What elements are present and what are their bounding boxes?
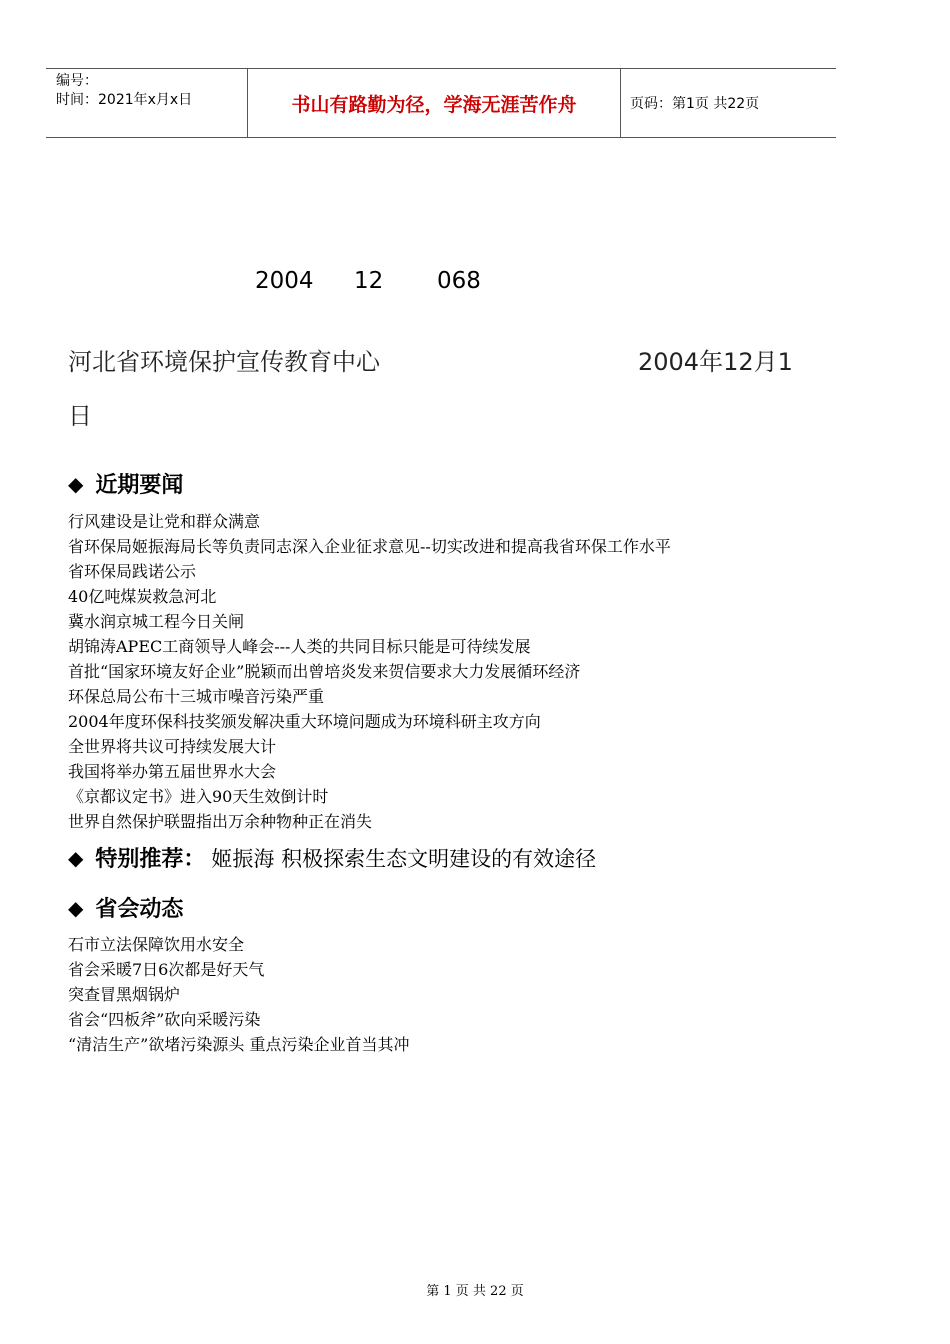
section-title: 省会动态 (95, 897, 184, 922)
number-label: 编号： (56, 73, 98, 89)
diamond-icon: ◆ (68, 845, 84, 870)
issue-year: 2004 (255, 268, 314, 294)
list-item[interactable]: 首批“国家环境友好企业”脱颖而出曾培炎发来贺信要求大力发展循环经济 (68, 662, 581, 681)
recent-news-list (68, 509, 671, 834)
motto-text: 书山有路勤为径，学海无涯苦作舟 (291, 93, 577, 116)
document-header (46, 68, 836, 138)
diamond-icon: ◆ (68, 895, 84, 920)
header-page-info: 页码：第1页 共22页 (630, 96, 760, 112)
time-label: 时间：2021年x月x日 (56, 92, 193, 108)
issue-month: 12 (354, 268, 384, 294)
section-title: 近期要闻 (95, 473, 184, 498)
list-item[interactable]: 我国将举办第五届世界水大会 (68, 762, 277, 781)
list-item[interactable]: 突查冒黑烟锅炉 (68, 985, 181, 1004)
list-item[interactable]: 行风建设是让党和群众满意 (68, 512, 261, 531)
provincial-news-list (68, 932, 409, 1057)
issue-number: 068 (437, 268, 481, 294)
section-special-heading (68, 842, 596, 873)
list-item[interactable]: 40亿吨煤炭救急河北 (68, 587, 217, 606)
publication-date: 2004年12月1 (638, 348, 793, 376)
list-item[interactable]: 世界自然保护联盟指出万余种物种正在消失 (68, 812, 373, 831)
diamond-icon: ◆ (68, 471, 84, 496)
list-item[interactable]: 环保总局公布十三城市噪音污染严重 (68, 687, 325, 706)
list-item[interactable]: 省环保局姬振海局长等负责同志深入企业征求意见--切实改进和提高我省环保工作水平 (68, 537, 671, 556)
list-item[interactable]: “清洁生产”欲堵污染源头 重点污染企业首当其冲 (68, 1035, 410, 1054)
list-item[interactable]: 2004年度环保科技奖颁发解决重大环境问题成为环境科研主攻方向 (68, 712, 541, 731)
page-footer: 第 1 页 共 22 页 (426, 1284, 524, 1299)
list-item[interactable]: 冀水润京城工程今日关闸 (68, 612, 245, 631)
list-item[interactable]: 省会采暖7日6次都是好天气 (68, 960, 265, 979)
section-provincial-heading (68, 892, 183, 923)
list-item[interactable]: 《京都议定书》进入90天生效倒计时 (68, 787, 329, 806)
list-item[interactable]: 省环保局践诺公示 (68, 562, 197, 581)
special-recommendation-link[interactable]: 姬振海 积极探索生态文明建设的有效途径 (211, 846, 597, 871)
section-title: 特别推荐： (95, 847, 206, 872)
section-recent-news-heading (68, 468, 183, 499)
publication-date-day: 日 (68, 402, 92, 430)
list-item[interactable]: 全世界将共议可持续发展大计 (68, 737, 277, 756)
header-motto-cell (248, 69, 621, 137)
publisher-name: 河北省环境保护宣传教育中心 (68, 348, 380, 376)
list-item[interactable]: 胡锦涛APEC工商领导人峰会---人类的共同目标只能是可待续发展 (68, 637, 531, 656)
list-item[interactable]: 省会“四板斧”砍向采暖污染 (68, 1010, 261, 1029)
header-meta (46, 69, 248, 137)
list-item[interactable]: 石市立法保障饮用水安全 (68, 935, 245, 954)
